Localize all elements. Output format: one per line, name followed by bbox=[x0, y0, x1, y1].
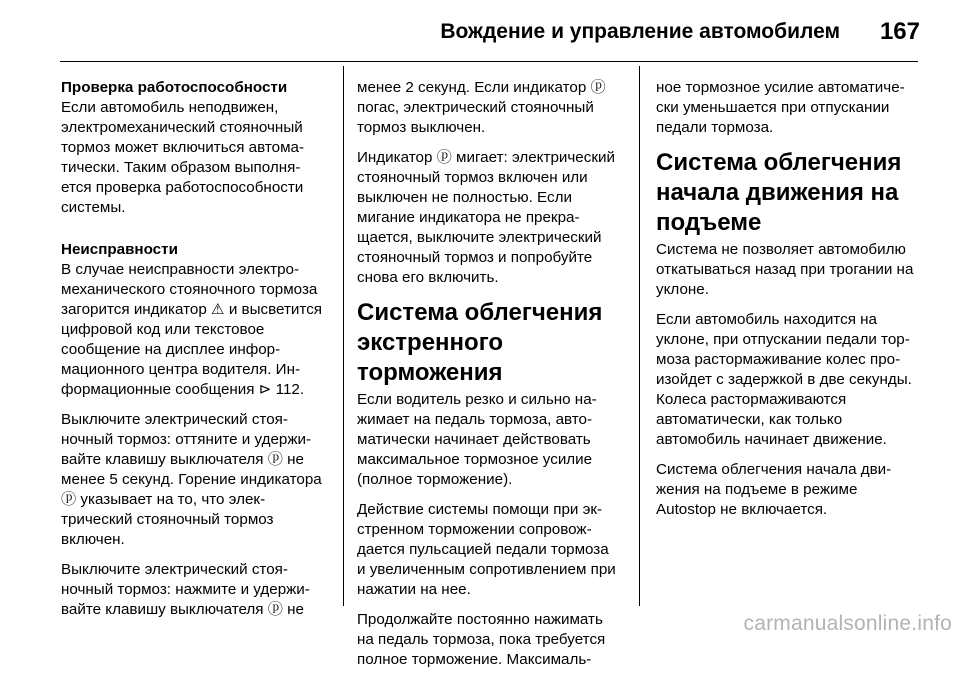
paragraph: Если автомобиль неподвижен, электромеханический стояночный тормоз может включиться автоматически. Таким образом выполняется проверка работоспособности системы. bbox=[61, 99, 305, 216]
column-1 bbox=[61, 78, 323, 630]
paragraph: Выключите электрический стояночный тормоз: оттяните и удерживайте клавишу выключателя ⓟ не менее 5 секунд. Горение индикатора ⓟ указывает на то, что электрический стояночный тормоз включен. bbox=[61, 411, 322, 548]
paragraph: Система облегчения начала движения на подъеме в режиме Autostop не включается. bbox=[656, 461, 892, 518]
section-heading-brake-assist: Система облегчения экстренного торможения bbox=[357, 299, 603, 386]
watermark: carmanualsonline.info bbox=[743, 612, 952, 635]
paragraph: Если автомобиль находится на уклоне, при отпускании педали тормоза растормаживание колес произойдет с задержкой в две секунды. Колеса растормаживаются автоматически, как только автомобиль начинает движение. bbox=[656, 311, 912, 448]
column-2 bbox=[357, 78, 619, 680]
paragraph: Действие системы помощи при экстренном торможении сопровождается пульсацией педали тормоза и увеличенным сопротивлением при нажатии на нее. bbox=[357, 501, 616, 598]
paragraph: Система не позволяет автомобилю откатываться назад при трогании на уклоне. bbox=[656, 241, 914, 298]
section-heading-hill-start-assist: Система облегчения начала движения на подъеме bbox=[656, 149, 902, 236]
column-3 bbox=[656, 78, 918, 530]
column-divider-2 bbox=[639, 66, 640, 606]
subheading-faults: Неисправности bbox=[61, 241, 178, 258]
column-divider-1 bbox=[343, 66, 344, 606]
subheading-function-check: Проверка работоспособности bbox=[61, 79, 288, 96]
paragraph: Индикатор ⓟ мигает: электрический стояночный тормоз включен или выключен не полностью. Если мигание индикатора не прекращается, выключите электрический стояночный тормоз и попробуйте снова его включить. bbox=[357, 149, 615, 286]
paragraph: Выключите электрический стояночный тормоз: нажмите и удерживайте клавишу выключателя ⓟ не bbox=[61, 561, 310, 618]
page-number: 167 bbox=[879, 18, 920, 45]
paragraph: ное тормозное усилие автоматически уменьшается при отпускании педали тормоза. bbox=[656, 79, 905, 136]
running-header: Вождение и управление автомобилем bbox=[440, 20, 840, 43]
paragraph: Продолжайте постоянно нажимать на педаль тормоза, пока требуется полное торможение. Максималь- bbox=[357, 611, 606, 668]
paragraph: Если водитель резко и сильно нажимает на педаль тормоза, автоматически начинает действовать максимальное тормозное усилие (полное торможение). bbox=[357, 391, 597, 488]
paragraph: В случае неисправности электромеханического стояночного тормоза загорится индикатор ⚠ и высветится цифровой код или текстовое сообщение на дисплее информационного центра водителя. Информационные сообщения ⊳ 112. bbox=[61, 261, 323, 398]
header-divider bbox=[60, 61, 918, 62]
paragraph: менее 2 секунд. Если индикатор ⓟ погас, электрический стояночный тормоз выключен. bbox=[357, 79, 606, 136]
